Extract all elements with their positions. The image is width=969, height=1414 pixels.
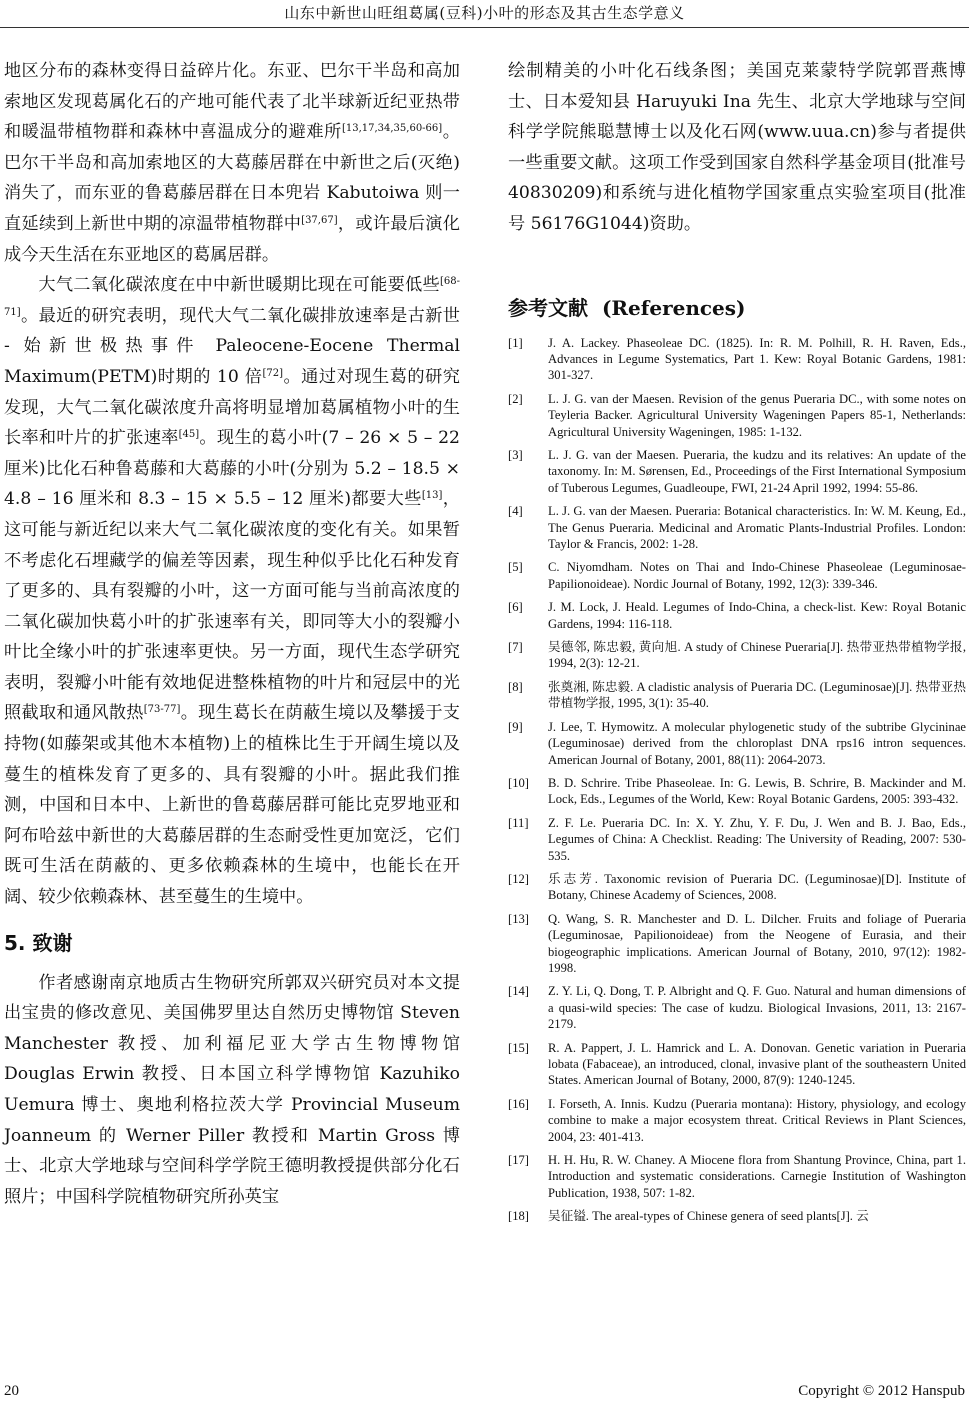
reference-item bbox=[508, 335, 966, 384]
reference-item bbox=[508, 559, 966, 592]
reference-text: L. J. G. van der Maesen. Pueraria, the kudzu and its relatives: An update of the taxonomy. In: M. Sørensen, Ed., Proceedings of the First International Symposium of Tuberous Legumes, Guadleoupe, FWI, 21-24 April 1992, 1994: 55-86. bbox=[548, 448, 966, 495]
reference-text: 乐志芳. Taxonomic revision of Pueraria DC. (Leguminosae)[D]. Institute of Botany, Chinese Academy of Sciences, 2008. bbox=[548, 871, 966, 903]
reference-number: [18] bbox=[508, 1209, 529, 1224]
reference-item bbox=[508, 503, 966, 552]
reference-text: J. Lee, T. Hymowitz. A molecular phylogenetic study of the subtribe Glycininae (Leguminosae) derived from the chloroplast DNA rps16 intron sequences. American Journal of Botany, 2001, 88(11): 2064-2073. bbox=[548, 719, 966, 767]
header-rule bbox=[0, 27, 969, 28]
reference-number: [4] bbox=[508, 504, 523, 519]
reference-item bbox=[508, 871, 966, 904]
reference-number: [8] bbox=[508, 679, 523, 694]
running-header: 山东中新世山旺组葛属(豆科)小叶的形态及其古生态学意义 bbox=[284, 4, 685, 22]
reference-number: [16] bbox=[508, 1096, 529, 1111]
reference-number: [17] bbox=[508, 1153, 529, 1168]
reference-item bbox=[508, 1208, 966, 1224]
citation: [13] bbox=[421, 490, 443, 502]
paragraph-refugia: 地区分布的森林变得日益碎片化。东亚、巴尔干半岛和高加索地区发现葛属化石的产地可能代表了北半球新近纪亚热带和暖温带植物群和森林中喜温成分的避难所[13,17,34,35,60-66]。巴尔干半岛和高加索地区的大葛藤居群在中新世之后(灭绝)消失了，而东亚的鲁葛藤居群在日本兜岩 Kabutoiwa 则一直延续到上新世中期的凉温带植物群中[37,67]，或许最后演化成今天生活在东亚地区的葛属居群。 bbox=[4, 61, 460, 265]
citation: [68-71] bbox=[4, 276, 460, 318]
reference-number: [13] bbox=[508, 911, 529, 926]
reference-item bbox=[508, 1152, 966, 1201]
reference-item bbox=[508, 815, 966, 864]
reference-text: Q. Wang, S. R. Manchester and D. L. Dilcher. Fruits and foliage of Pueraria (Leguminosae, Papilionoideae) from the Neogene of Eurasia, and their biogeographic implications. American Journal of Botany, 2010, 97(12): 1982-1998. bbox=[548, 911, 966, 975]
left-column bbox=[4, 56, 460, 1212]
references-title: 参考文献 (References) bbox=[508, 295, 746, 320]
reference-item bbox=[508, 599, 966, 632]
reference-text: L. J. G. van der Maesen. Pueraria: Botanical characteristics. In: W. M. Keung, Ed., The Genus Pueraria. Medicinal and Aromatic Plants-Industrial Profiles. London: Taylor & Francis, 2002: 1-28. bbox=[548, 504, 966, 552]
reference-number: [12] bbox=[508, 871, 529, 886]
citation: [37,67] bbox=[301, 214, 338, 226]
copyright: Copyright © 2012 Hanspub bbox=[798, 1383, 965, 1399]
paragraph-co2: 大气二氧化碳浓度在中中新世暖期比现在可能要低些[68-71]。最近的研究表明，现代大气二氧化碳排放速率是古新世 - 始新世极热事件 Paleocene-Eocene Thermal Maximum(PETM)时期的 10 倍[72]。通过对现生葛的研究发现，大气二氧化碳浓度升高将明显增加葛属植物小叶的生长率和叶片的扩张速率[45]。现生的葛小叶(7 – 26 × 5 – 22 厘米)比化石种鲁葛藤和大葛藤的小叶(分别为 5.2 – 18.5 × 4.8 – 16 厘米和 8.3 – 15 × 5.5 – 12 厘米)都要大些[13]，这可能与新近纪以来大气二氧化碳浓度的变化有关。如果暂不考虑化石埋藏学的偏差等因素，现生种似乎比化石种发育了更多的、具有裂瓣的小叶，这一方面可能与当前高浓度的二氧化碳加快葛小叶的扩张速率有关，即同等大小的裂瓣小叶比全缘小叶的扩张速率更快。另一方面，现代生态学研究表明，裂瓣小叶能有效地促进整株植物的叶片和冠层中的光照截取和通风散热[73-77]。现生葛长在荫蔽生境以及攀援于支持物(如藤架或其他木本植物)上的植株比生于开阔生境以及蔓生的植株发育了更多的、具有裂瓣的小叶。据此我们推测，中国和日本中、上新世的鲁葛藤居群可能比克罗地亚和阿布哈兹中新世的大葛藤居群的生态耐受性更加宽泛，它们既可生活在荫蔽的、更多依赖森林的生境中，也能长在开阔、较少依赖森林、甚至蔓生的生境中。 bbox=[4, 275, 460, 908]
reference-text: J. A. Lackey. Phaseoleae DC. (1825). In: R. M. Polhill, R. H. Raven, Eds., Advances in Legume Systematics, Part 1. Kew: Royal Botanic Gardens, 1981: 301-327. bbox=[548, 335, 966, 383]
reference-item bbox=[508, 775, 966, 808]
reference-text: R. A. Pappert, J. L. Hamrick and L. A. Donovan. Genetic variation in Pueraria lobata (Fabaceae), an introduced, clonal, invasive plant of the southeastern United States. American Journal of Botany, 2000, 87(9): 1240-1245. bbox=[548, 1040, 966, 1088]
reference-item bbox=[508, 911, 966, 977]
reference-item bbox=[508, 679, 966, 712]
citation: [72] bbox=[262, 367, 283, 379]
reference-item bbox=[508, 1096, 966, 1145]
reference-text: 吴征镒. The areal-types of Chinese genera of seed plants[J]. 云 bbox=[548, 1209, 869, 1224]
reference-text: 吴德邻, 陈忠毅, 黄向旭. A study of Chinese Pueraria[J]. 热带亚热带植物学报, 1994, 2(3): 12-21. bbox=[548, 640, 966, 671]
reference-number: [1] bbox=[508, 335, 523, 350]
reference-item bbox=[508, 639, 966, 672]
paragraph-acknowledgements: 作者感谢南京地质古生物研究所郭双兴研究员对本文提出宝贵的修改意见、美国佛罗里达自然历史博物馆 Steven Manchester 教授、加利福尼亚大学古生物博物馆 Douglas Erwin 教授、日本国立科学博物馆 Kazuhiko Uemura 博士、奥地利格拉茨大学 Provincial Museum Joanneum 的 Werner Piller 教授和 Martin Gross 博士、北京大学地球与空间科学学院王德明教授提供部分化石照片；中国科学院植物研究所孙英宝 bbox=[4, 972, 460, 1207]
reference-item bbox=[508, 719, 966, 768]
citation: [45] bbox=[178, 429, 200, 441]
reference-number: [2] bbox=[508, 391, 523, 406]
reference-number: [10] bbox=[508, 775, 529, 790]
reference-text: H. H. Hu, R. W. Chaney. A Miocene flora from Shantung Province, China, part 1. Introduction and systematic considerations. Carnegie Institution of Washington Publication, 1938, 507: 1-82. bbox=[548, 1153, 966, 1200]
section-title-acknowledgements: 5. 致谢 bbox=[4, 930, 73, 955]
reference-item bbox=[508, 983, 966, 1032]
reference-number: [5] bbox=[508, 560, 523, 575]
reference-number: [14] bbox=[508, 984, 529, 999]
reference-text: I. Forseth, A. Innis. Kudzu (Pueraria montana): History, physiology, and ecology combine to make a major ecosystem threat. Critical Reviews in Plant Sciences, 2004, 23: 401-413. bbox=[548, 1096, 966, 1144]
reference-item bbox=[508, 1040, 966, 1089]
reference-number: [9] bbox=[508, 719, 523, 734]
reference-text: C. Niyomdham. Notes on Thai and Indo-Chinese Phaseoleae (Leguminosae-Papilionoideae). Nordic Journal of Botany, 1992, 12(3): 339-346. bbox=[548, 560, 966, 591]
reference-number: [6] bbox=[508, 600, 523, 615]
reference-text: L. J. G. van der Maesen. Revision of the genus Pueraria DC., with some notes on Teyleria Backer. Agricultural University Wageningen Papers 85-1, Netherlands: Agricultural University Wageningen, 1985: 1-132. bbox=[548, 391, 966, 439]
reference-item bbox=[508, 447, 966, 496]
reference-number: [3] bbox=[508, 448, 523, 462]
reference-text: B. D. Schrire. Tribe Phaseoleae. In: G. Lewis, B. Schrire, B. Mackinder and M. Lock, Eds., Legumes of the World, Kew: Royal Botanic Gardens, 2005: 393-432. bbox=[548, 775, 966, 807]
citation: [13,17,34,35,60-66] bbox=[341, 123, 443, 135]
reference-text: Z. F. Le. Pueraria DC. In: X. Y. Zhu, Y. F. Du, J. Wen and B. J. Bao, Eds., Legumes of China: A Checklist. Reading: The University of Reading, 2007: 530-535. bbox=[548, 815, 966, 863]
reference-list bbox=[508, 335, 966, 1225]
reference-number: [11] bbox=[508, 815, 529, 830]
reference-number: [7] bbox=[508, 640, 523, 655]
reference-text: 张奠湘, 陈忠毅. A cladistic analysis of Pueraria DC. (Leguminosae)[J]. 热带亚热带植物学报, 1995, 3(1): 35-40. bbox=[548, 679, 966, 711]
citation: [73-77] bbox=[143, 704, 181, 716]
reference-number: [15] bbox=[508, 1040, 529, 1055]
reference-text: J. M. Lock, J. Heald. Legumes of Indo-China, a check-list. Kew: Royal Botanic Gardens, 1994: 116-118. bbox=[548, 600, 966, 631]
reference-item bbox=[508, 391, 966, 440]
right-column bbox=[508, 56, 966, 1232]
reference-text: Z. Y. Li, Q. Dong, T. P. Albright and Q. F. Guo. Natural and human dimensions of a quasi-wild species: The case of kudzu. Biological Invasions, 2011, 13: 2167-2179. bbox=[548, 984, 966, 1032]
paragraph-acknowledgements-continued: 绘制精美的小叶化石线条图；美国克莱蒙特学院郭晋燕博士、日本爱知县 Haruyuki Ina 先生、北京大学地球与空间科学学院熊聪慧博士以及化石网(www.uua.cn)参与者提供一些重要文献。这项工作受到国家自然科学基金项目(批准号 40830209)和系统与进化植物学国家重点实验室项目(批准号 56176G1044)资助。 bbox=[508, 61, 966, 234]
page-number: 20 bbox=[4, 1383, 19, 1399]
